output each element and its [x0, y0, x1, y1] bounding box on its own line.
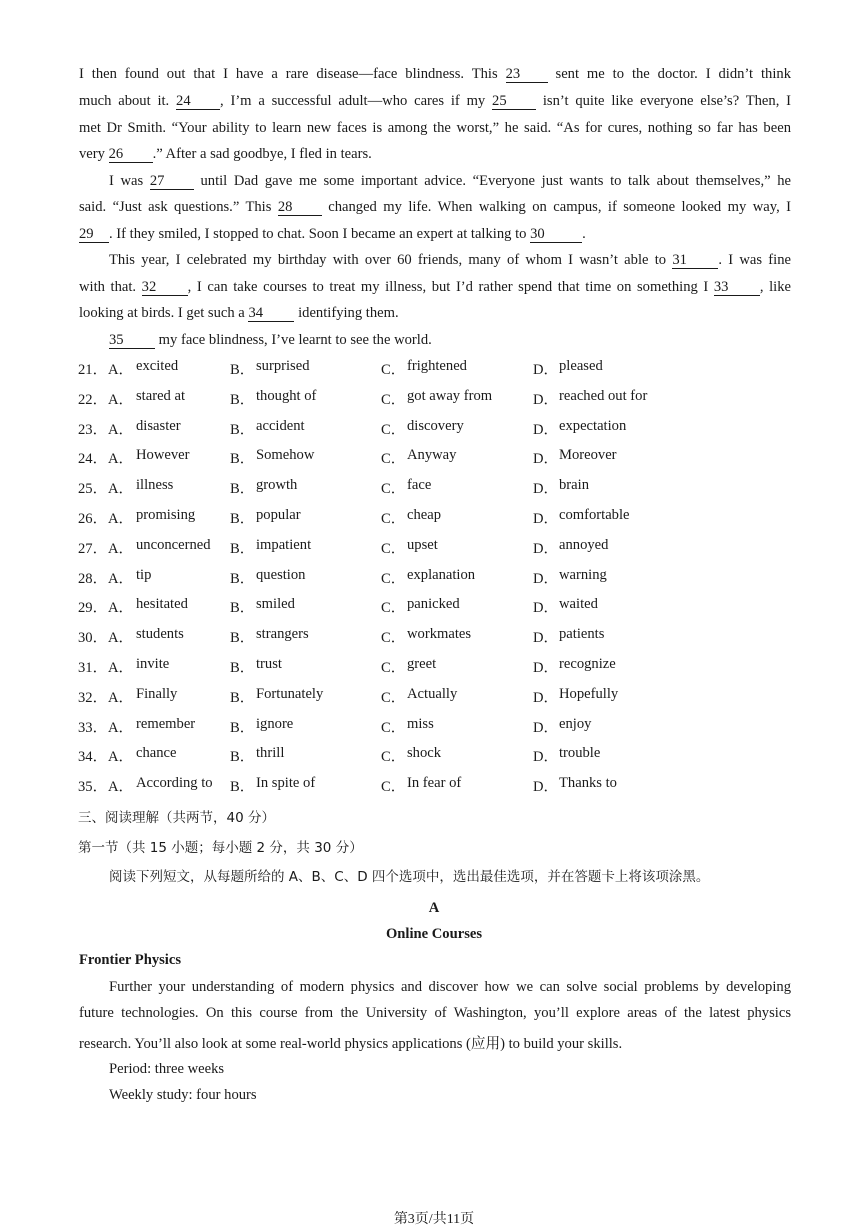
- blank-34: 34: [248, 306, 294, 322]
- option-letter-b: B．: [230, 481, 255, 498]
- passage-text: identifying them.: [298, 305, 399, 321]
- section-instructions: 阅读下列短文，从每题所给的 A、B、C、D 四个选项中，选出最佳选项，并在答题卡上将该项涂黑。: [109, 869, 710, 885]
- question-number: 27．: [78, 540, 108, 557]
- passage-text: .: [582, 226, 586, 242]
- option-b: ignore: [256, 715, 294, 732]
- option-c: Anyway: [407, 447, 457, 464]
- option-letter-d: D．: [533, 689, 559, 706]
- passage-line: [79, 199, 791, 216]
- option-c: panicked: [407, 596, 460, 613]
- option-b: strangers: [256, 626, 309, 643]
- question-number: 29．: [78, 600, 108, 617]
- option-a: However: [136, 447, 190, 464]
- option-b: surprised: [256, 358, 310, 374]
- option-letter-c: C．: [381, 660, 406, 676]
- option-d: warning: [559, 566, 607, 583]
- passage-line: [79, 279, 791, 296]
- passage-line: [79, 146, 791, 163]
- passage-text: I then found out that I have a rare disease—face blindness. This: [79, 66, 498, 82]
- passage-text: my face blindness, I’ve learnt to see the world.: [158, 332, 432, 348]
- option-c: In fear of: [407, 775, 462, 792]
- option-letter-c: C．: [381, 630, 406, 647]
- passage-line: [79, 305, 791, 322]
- option-letter-c: C．: [381, 511, 406, 527]
- option-letter-b: B．: [230, 630, 255, 647]
- option-letter-d: D．: [533, 719, 559, 736]
- option-d: brain: [559, 477, 589, 494]
- option-letter-c: C．: [381, 391, 406, 408]
- option-letter-b: B．: [230, 749, 255, 766]
- option-letter-b: B．: [230, 570, 255, 587]
- option-letter-b: B．: [230, 362, 255, 378]
- option-d: pleased: [559, 358, 603, 374]
- section-part-heading: 第一节（共 15 小题；每小题 2 分，共 30 分）: [78, 840, 363, 856]
- option-b: In spite of: [256, 775, 316, 792]
- option-letter-a: A．: [108, 630, 134, 647]
- option-a: promising: [136, 507, 196, 523]
- option-c: greet: [407, 656, 437, 672]
- option-c: frightened: [407, 358, 467, 374]
- question-number: 23．: [78, 421, 108, 438]
- option-letter-d: D．: [533, 779, 559, 796]
- passage-text: with that.: [79, 279, 137, 295]
- option-letter-c: C．: [381, 481, 406, 498]
- option-d: Moreover: [559, 447, 617, 464]
- option-letter-a: A．: [108, 511, 134, 527]
- option-letter-a: A．: [108, 570, 134, 587]
- option-letter-c: C．: [381, 689, 406, 706]
- course-title: Frontier Physics: [79, 952, 182, 968]
- passage-text: , I’m a successful adult—who cares if my: [220, 93, 486, 109]
- passage-line: [79, 66, 791, 83]
- option-letter-c: C．: [381, 451, 406, 468]
- option-letter-c: C．: [381, 570, 406, 587]
- question-number: 24．: [78, 451, 108, 468]
- option-b: popular: [256, 507, 301, 523]
- option-b: impatient: [256, 536, 312, 553]
- option-d: waited: [559, 596, 598, 613]
- option-d: annoyed: [559, 536, 609, 553]
- option-a: disaster: [136, 417, 181, 434]
- blank-26: 26: [109, 147, 153, 163]
- blank-32: 32: [142, 280, 188, 296]
- option-letter-b: B．: [230, 451, 255, 468]
- option-letter-a: A．: [108, 600, 134, 617]
- passage-line: [79, 93, 791, 110]
- passage-line: [79, 120, 791, 137]
- section-heading: 三、阅读理解（共两节，40 分）: [78, 810, 275, 826]
- option-a: According to: [136, 775, 213, 792]
- option-c: Actually: [407, 685, 458, 702]
- passage-text: , like: [759, 279, 791, 295]
- option-letter-c: C．: [381, 600, 406, 617]
- option-c: explanation: [407, 566, 476, 583]
- passage-text: very: [79, 146, 105, 162]
- option-letter-c: C．: [381, 779, 406, 796]
- article-body-line: Further your understanding of modern physics and discover how we can solve social problems by developing: [109, 979, 791, 995]
- option-a: unconcerned: [136, 536, 211, 553]
- option-letter-d: D．: [533, 600, 559, 617]
- option-d: Thanks to: [559, 775, 617, 792]
- option-a: chance: [136, 745, 177, 762]
- blank-29: 29: [79, 227, 109, 243]
- question-number: 30．: [78, 630, 108, 647]
- option-d: trouble: [559, 745, 601, 762]
- passage-text: I was: [109, 173, 144, 189]
- passage-line: [109, 173, 791, 190]
- option-letter-c: C．: [381, 719, 406, 736]
- option-letter-a: A．: [108, 689, 134, 706]
- option-letter-d: D．: [533, 481, 559, 498]
- option-a: excited: [136, 358, 179, 374]
- question-number: 25．: [78, 481, 108, 498]
- question-number: 21．: [78, 362, 108, 378]
- option-b: thrill: [256, 745, 285, 762]
- question-number: 32．: [78, 689, 108, 706]
- option-b: question: [256, 566, 306, 583]
- option-c: miss: [407, 715, 434, 732]
- option-letter-a: A．: [108, 421, 134, 438]
- passage-text: This year, I celebrated my birthday with over 60 friends, many of whom I wasn’t able to: [109, 252, 667, 268]
- passage-text: , I can take courses to treat my illness, but I’d rather spend that time on something I: [187, 279, 709, 295]
- blank-31: 31: [672, 253, 718, 269]
- option-letter-b: B．: [230, 689, 255, 706]
- option-letter-d: D．: [533, 630, 559, 647]
- option-c: shock: [407, 745, 442, 762]
- blank-25: 25: [492, 94, 536, 110]
- option-a: hesitated: [136, 596, 188, 613]
- question-number: 34．: [78, 749, 108, 766]
- question-number: 31．: [78, 660, 108, 676]
- option-a: students: [136, 626, 184, 643]
- option-letter-b: B．: [230, 660, 255, 676]
- course-period: Period: three weeks: [109, 1061, 225, 1077]
- passage-text: met Dr Smith. “Your ability to learn new faces is among the worst,” he said. “As for cures, nothing so far has been: [79, 120, 791, 136]
- question-number: 26．: [78, 511, 108, 527]
- course-weekly-study: Weekly study: four hours: [109, 1087, 257, 1103]
- blank-35: 35: [109, 333, 155, 349]
- option-c: face: [407, 477, 432, 494]
- option-letter-b: B．: [230, 719, 255, 736]
- passage-text: until Dad gave me some important advice. “Everyone just wants to talk about themselves,” he: [200, 173, 791, 189]
- option-letter-d: D．: [533, 511, 559, 527]
- option-letter-b: B．: [230, 779, 255, 796]
- option-d: patients: [559, 626, 605, 643]
- passage-text: looking at birds. I get such a: [79, 305, 245, 321]
- option-b: accident: [256, 417, 305, 434]
- option-a: tip: [136, 566, 152, 583]
- question-number: 28．: [78, 570, 108, 587]
- option-letter-d: D．: [533, 540, 559, 557]
- option-b: Somehow: [256, 447, 315, 464]
- option-letter-d: D．: [533, 362, 559, 378]
- blank-23: 23: [506, 67, 548, 83]
- page-number: 第3页/共11页: [393, 1212, 475, 1227]
- option-b: thought of: [256, 387, 317, 404]
- option-letter-a: A．: [108, 451, 134, 468]
- passage-text: sent me to the doctor. I didn’t think: [555, 66, 792, 82]
- article-body-line: research. You’ll also look at some real-world physics applications (应用) to build your skills.: [79, 1036, 623, 1052]
- option-letter-c: C．: [381, 362, 406, 378]
- option-c: discovery: [407, 417, 464, 434]
- option-letter-a: A．: [108, 749, 134, 766]
- option-c: upset: [407, 536, 438, 553]
- passage-line: [79, 226, 791, 243]
- option-d: expectation: [559, 417, 627, 434]
- option-d: comfortable: [559, 507, 630, 523]
- option-letter-b: B．: [230, 391, 255, 408]
- option-letter-c: C．: [381, 749, 406, 766]
- option-a: illness: [136, 477, 174, 494]
- option-letter-b: B．: [230, 511, 255, 527]
- option-letter-d: D．: [533, 391, 559, 408]
- passage-line: [109, 252, 791, 269]
- option-letter-a: A．: [108, 362, 134, 378]
- option-a: stared at: [136, 387, 186, 404]
- article-letter: A: [428, 900, 440, 916]
- option-d: reached out for: [559, 387, 648, 404]
- option-letter-a: A．: [108, 660, 134, 676]
- option-letter-d: D．: [533, 660, 559, 676]
- option-letter-a: A．: [108, 540, 134, 557]
- option-letter-a: A．: [108, 481, 134, 498]
- passage-text: .” After a sad goodbye, I fled in tears.: [152, 146, 372, 162]
- option-letter-a: A．: [108, 391, 134, 408]
- option-letter-d: D．: [533, 749, 559, 766]
- option-letter-b: B．: [230, 600, 255, 617]
- option-letter-b: B．: [230, 421, 255, 438]
- option-letter-c: C．: [381, 421, 406, 438]
- option-d: recognize: [559, 656, 616, 672]
- option-letter-a: A．: [108, 719, 134, 736]
- option-letter-c: C．: [381, 540, 406, 557]
- option-a: Finally: [136, 685, 178, 702]
- passage-text: much about it.: [79, 93, 170, 109]
- passage-text: isn’t quite like everyone else’s? Then, I: [542, 93, 792, 109]
- question-number: 22．: [78, 391, 108, 408]
- blank-33: 33: [714, 280, 760, 296]
- article-body-line: future technologies. On this course from the University of Washington, you’ll explore areas of the latest physics: [79, 1005, 791, 1021]
- option-letter-d: D．: [533, 421, 559, 438]
- blank-24: 24: [176, 94, 220, 110]
- question-number: 33．: [78, 719, 108, 736]
- option-letter-b: B．: [230, 540, 255, 557]
- option-b: trust: [256, 656, 282, 672]
- passage-text: said. “Just ask questions.” This: [79, 199, 272, 215]
- option-b: smiled: [256, 596, 295, 613]
- blank-28: 28: [278, 200, 322, 216]
- passage-text: changed my life. When walking on campus, if someone looked my way, I: [328, 199, 791, 215]
- article-title: Online Courses: [385, 926, 483, 942]
- option-b: Fortunately: [256, 685, 324, 702]
- option-letter-a: A．: [108, 779, 134, 796]
- blank-27: 27: [150, 174, 194, 190]
- passage-line: [109, 332, 791, 349]
- option-c: cheap: [407, 507, 442, 523]
- option-a: invite: [136, 656, 170, 672]
- option-letter-d: D．: [533, 451, 559, 468]
- option-c: got away from: [407, 387, 493, 404]
- option-b: growth: [256, 477, 298, 494]
- option-d: Hopefully: [559, 685, 619, 702]
- passage-text: . If they smiled, I stopped to chat. Soon I became an expert at talking to: [109, 226, 527, 242]
- question-number: 35．: [78, 779, 108, 796]
- passage-text: . I was fine: [718, 252, 791, 268]
- option-a: remember: [136, 715, 196, 732]
- option-letter-d: D．: [533, 570, 559, 587]
- option-d: enjoy: [559, 715, 592, 732]
- blank-30: 30: [530, 227, 582, 243]
- option-c: workmates: [407, 626, 472, 643]
